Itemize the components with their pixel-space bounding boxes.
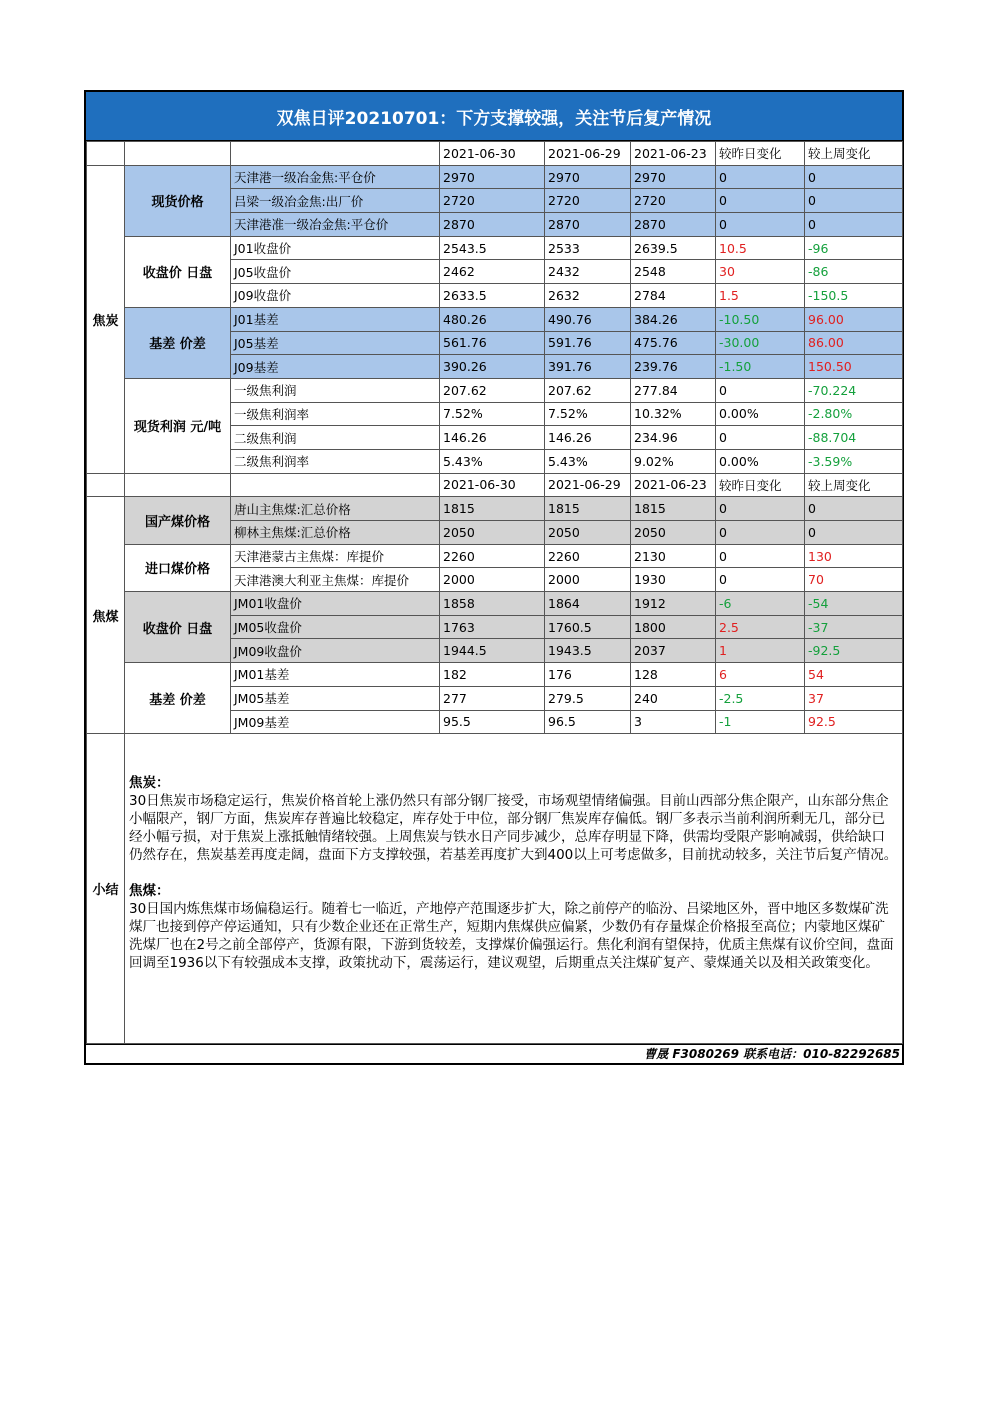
value-cell: 9.02% [631,449,716,473]
value-cell: 2632 [545,284,631,308]
coke-summary-body: 30日焦炭市场稳定运行，焦炭价格首轮上涨仍然只有部分钢厂接受，市场观望情绪偏强。目前山西部分焦企限产，山东部分焦企小幅限产，钢厂方面，焦炭库存普遍比较稳定，库存处于中位，部分钢厂焦炭库存偏低。钢厂多表示当前利润所剩无几，部分已经小幅亏损，对于焦炭上涨抵触情绪较强。上周焦炭与铁水日产同步减少，总库存明显下降，供需均受限产影响减弱，供给缺口仍然存在，焦炭基差再度走阔，盘面下方支撑较强，若基差再度扩大到400以上可考虑做多，目前扰动较多，关注节后复产情况。 [129,793,898,864]
change-cell: -1.50 [716,355,805,379]
row-name: 天津港一级冶金焦:平仓价 [231,165,440,189]
table-row [87,544,903,568]
value-cell: 3 [631,710,716,734]
value-cell: 2639.5 [631,236,716,260]
value-cell: 146.26 [545,426,631,450]
row-name: JM01基差 [231,663,440,687]
footer-contact: 曹晟 F3080269 联系电话：010-82292685 [86,1044,902,1063]
header-row [87,142,903,166]
value-cell: 2970 [440,165,545,189]
change-cell: 0 [716,165,805,189]
change-cell: 70 [805,568,903,592]
summary-text [125,734,903,1044]
change-cell: 0 [716,213,805,237]
value-cell: 2260 [440,544,545,568]
row-name: JM09收盘价 [231,639,440,663]
row-name: J01基差 [231,307,440,331]
change-cell: 1 [716,639,805,663]
change-cell: 0 [716,568,805,592]
change-cell: 0 [805,189,903,213]
change-cell: 0 [716,426,805,450]
group-label: 收盘价 日盘 [125,592,231,663]
header-cell: 较昨日变化 [716,473,805,497]
value-cell: 2050 [545,521,631,545]
change-cell: -30.00 [716,331,805,355]
change-cell: 1.5 [716,284,805,308]
value-cell: 2260 [545,544,631,568]
change-cell: 0.00% [716,402,805,426]
change-cell: -2.5 [716,686,805,710]
coke-summary-heading: 焦炭： [129,775,170,792]
value-cell: 176 [545,663,631,687]
value-cell: 2784 [631,284,716,308]
section-label: 焦炭 [87,165,125,473]
header-blank [231,142,440,166]
value-cell: 2970 [631,165,716,189]
value-cell: 490.76 [545,307,631,331]
row-name: JM05收盘价 [231,615,440,639]
table-row [87,497,903,521]
row-name: 天津港蒙古主焦煤：库提价 [231,544,440,568]
header-cell: 2021-06-30 [440,142,545,166]
value-cell: 480.26 [440,307,545,331]
value-cell: 591.76 [545,331,631,355]
value-cell: 2970 [545,165,631,189]
change-cell: 30 [716,260,805,284]
value-cell: 207.62 [440,378,545,402]
value-cell: 1763 [440,615,545,639]
header-blank [87,473,125,497]
change-cell: -88.704 [805,426,903,450]
change-cell: 0 [805,213,903,237]
change-cell: 86.00 [805,331,903,355]
summary-row [87,734,903,1044]
change-cell: 96.00 [805,307,903,331]
summary-label: 小结 [87,734,125,1044]
change-cell: 150.50 [805,355,903,379]
report-title: 双焦日评20210701：下方支撑较强，关注节后复产情况 [86,92,902,141]
value-cell: 2720 [545,189,631,213]
value-cell: 239.76 [631,355,716,379]
value-cell: 1912 [631,592,716,616]
value-cell: 1943.5 [545,639,631,663]
table-row [87,663,903,687]
change-cell: 0 [716,497,805,521]
header-cell: 2021-06-30 [440,473,545,497]
value-cell: 1858 [440,592,545,616]
change-cell: -37 [805,615,903,639]
value-cell: 2000 [440,568,545,592]
value-cell: 2870 [545,213,631,237]
value-cell: 2037 [631,639,716,663]
value-cell: 2050 [631,521,716,545]
header-cell: 2021-06-29 [545,142,631,166]
value-cell: 234.96 [631,426,716,450]
change-cell: 0 [805,497,903,521]
header-blank [87,142,125,166]
value-cell: 2633.5 [440,284,545,308]
row-name: 柳林主焦煤:汇总价格 [231,521,440,545]
row-name: J09收盘价 [231,284,440,308]
value-cell: 2050 [440,521,545,545]
header-cell: 2021-06-23 [631,142,716,166]
header-row [87,473,903,497]
change-cell: -54 [805,592,903,616]
change-cell: -70.224 [805,378,903,402]
row-name: 二级焦利润 [231,426,440,450]
value-cell: 146.26 [440,426,545,450]
value-cell: 1864 [545,592,631,616]
change-cell: 37 [805,686,903,710]
change-cell: -6 [716,592,805,616]
value-cell: 1815 [440,497,545,521]
header-cell: 2021-06-23 [631,473,716,497]
value-cell: 390.26 [440,355,545,379]
change-cell: 0.00% [716,449,805,473]
table-row [87,165,903,189]
value-cell: 2130 [631,544,716,568]
change-cell: 6 [716,663,805,687]
value-cell: 2543.5 [440,236,545,260]
change-cell: 130 [805,544,903,568]
row-name: 一级焦利润率 [231,402,440,426]
value-cell: 279.5 [545,686,631,710]
data-table [86,141,903,1044]
change-cell: 54 [805,663,903,687]
value-cell: 7.52% [440,402,545,426]
group-label: 国产煤价格 [125,497,231,544]
value-cell: 1815 [545,497,631,521]
change-cell: 10.5 [716,236,805,260]
value-cell: 95.5 [440,710,545,734]
row-name: 天津港准一级冶金焦:平仓价 [231,213,440,237]
row-name: JM01收盘价 [231,592,440,616]
group-label: 现货价格 [125,165,231,236]
header-blank [125,142,231,166]
value-cell: 2000 [545,568,631,592]
value-cell: 2870 [631,213,716,237]
table-row [87,236,903,260]
row-name: JM09基差 [231,710,440,734]
value-cell: 96.5 [545,710,631,734]
change-cell: 0 [805,165,903,189]
change-cell: -96 [805,236,903,260]
value-cell: 1815 [631,497,716,521]
value-cell: 277.84 [631,378,716,402]
group-label: 基差 价差 [125,663,231,734]
header-cell: 2021-06-29 [545,473,631,497]
change-cell: 0 [716,189,805,213]
change-cell: -86 [805,260,903,284]
coal-summary-body: 30日国内炼焦煤市场偏稳运行。随着七一临近，产地停产范围逐步扩大，除之前停产的临汾、吕梁地区外，晋中地区多数煤矿洗煤厂也接到停产停运通知，只有少数企业还在正常生产，短期内焦煤供应偏紧，少数仍有存量煤企价格报至高位；内蒙地区煤矿洗煤厂也在2号之前全部停产，货源有限，下游到货较差，支撑煤价偏强运行。焦化利润有望保持，优质主焦煤有议价空间，盘面回调至1936以下有较强成本支撑，政策扰动下，震荡运行，建议观望，后期重点关注煤矿复产、蒙煤通关以及相关政策变化。 [129,901,894,972]
value-cell: 2462 [440,260,545,284]
value-cell: 2870 [440,213,545,237]
value-cell: 2720 [440,189,545,213]
change-cell: -92.5 [805,639,903,663]
change-cell: -1 [716,710,805,734]
group-label: 进口煤价格 [125,544,231,591]
row-name: 吕梁一级冶金焦:出厂价 [231,189,440,213]
group-label: 收盘价 日盘 [125,236,231,307]
value-cell: 5.43% [440,449,545,473]
change-cell: 0 [716,521,805,545]
row-name: 一级焦利润 [231,378,440,402]
value-cell: 384.26 [631,307,716,331]
change-cell: 92.5 [805,710,903,734]
group-label: 现货利润 元/吨 [125,378,231,473]
row-name: 唐山主焦煤:汇总价格 [231,497,440,521]
row-name: JM05基差 [231,686,440,710]
value-cell: 2548 [631,260,716,284]
value-cell: 5.43% [545,449,631,473]
change-cell: 0 [716,544,805,568]
row-name: 二级焦利润率 [231,449,440,473]
value-cell: 128 [631,663,716,687]
change-cell: -2.80% [805,402,903,426]
value-cell: 1930 [631,568,716,592]
header-blank [231,473,440,497]
value-cell: 207.62 [545,378,631,402]
value-cell: 277 [440,686,545,710]
value-cell: 2533 [545,236,631,260]
row-name: J09基差 [231,355,440,379]
header-cell: 较上周变化 [805,142,903,166]
row-name: 天津港澳大利亚主焦煤：库提价 [231,568,440,592]
table-row [87,307,903,331]
value-cell: 182 [440,663,545,687]
value-cell: 2432 [545,260,631,284]
change-cell: -10.50 [716,307,805,331]
value-cell: 475.76 [631,331,716,355]
row-name: J05收盘价 [231,260,440,284]
change-cell: -3.59% [805,449,903,473]
value-cell: 1760.5 [545,615,631,639]
value-cell: 1944.5 [440,639,545,663]
table-row [87,378,903,402]
section-label: 焦煤 [87,497,125,734]
summary-gap [129,864,898,882]
row-name: J05基差 [231,331,440,355]
value-cell: 7.52% [545,402,631,426]
value-cell: 2720 [631,189,716,213]
change-cell: 0 [716,378,805,402]
change-cell: 2.5 [716,615,805,639]
table-row [87,592,903,616]
header-blank [125,473,231,497]
row-name: J01收盘价 [231,236,440,260]
header-cell: 较昨日变化 [716,142,805,166]
value-cell: 1800 [631,615,716,639]
coal-summary-heading: 焦煤： [129,883,170,900]
value-cell: 561.76 [440,331,545,355]
change-cell: -150.5 [805,284,903,308]
value-cell: 391.76 [545,355,631,379]
change-cell: 0 [805,521,903,545]
value-cell: 10.32% [631,402,716,426]
value-cell: 240 [631,686,716,710]
header-cell: 较上周变化 [805,473,903,497]
report-sheet [84,90,904,1065]
group-label: 基差 价差 [125,307,231,378]
